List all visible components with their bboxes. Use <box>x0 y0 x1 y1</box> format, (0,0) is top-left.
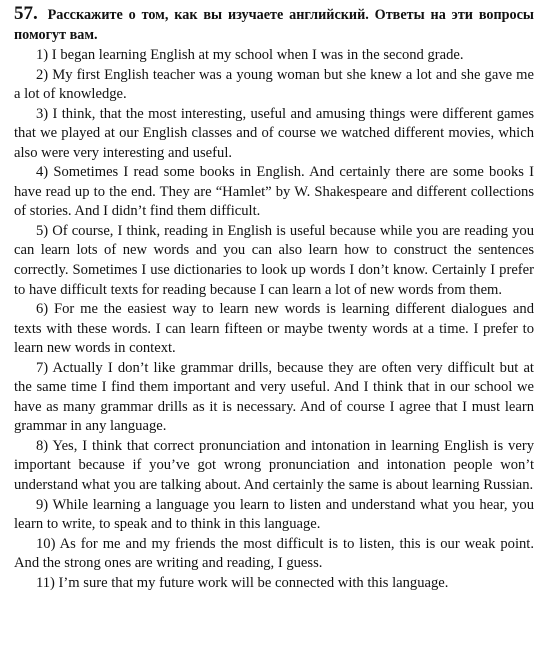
answer-paragraph: 3) I think, that the most interesting, useful and amusing things were different games that we played at our English classes and of course we watched different movies, which also were very interesting and useful. <box>14 105 534 161</box>
answer-paragraph: 9) While learning a language you learn to listen and understand what you hear, you learn to write, to speak and to think in this language. <box>14 496 534 533</box>
answer-paragraph: 5) Of course, I think, reading in English is useful because while you are reading you can learn lots of new words and you can also learn how to construct the sentences correctly. Sometimes I use dictionaries to look up words I don’t know. Certainly I prefer to have difficult texts for reading because I can learn a lot of new words from them. <box>14 222 534 298</box>
answer-paragraph: 2) My first English teacher was a young woman but she knew a lot and she gave me a lot of knowledge. <box>14 66 534 103</box>
answer-paragraph: 6) For me the easiest way to learn new words is learning different dialogues and texts with these words. I can learn fifteen or maybe twenty words at a time. I prefer to learn new words in context. <box>14 301 534 357</box>
answer-paragraph: 4) Sometimes I read some books in English. And certainly there are some books I have read up to the end. They are “Hamlet” by W. Shakespeare and different collections of stories. And I didn’t find them difficult. <box>14 164 534 220</box>
answer-paragraph: 7) Actually I don’t like grammar drills, because they are often very difficult but at the same time I find them important and very useful. And I think that in our school we have as many grammar drills as it is necessary. And of course I agree that I must learn grammar in any language. <box>14 359 534 435</box>
answer-paragraph: 8) Yes, I think that correct pronunciation and intonation in learning English is very important because if you’ve got wrong pronunciation and intonation people won’t understand what you are talking about. And certainly the same is about learning Russian. <box>14 437 534 494</box>
answer-paragraph: 11) I’m sure that my future work will be connected with this language. <box>36 574 449 591</box>
exercise-header <box>14 4 534 45</box>
answer-paragraph: 10) As for me and my friends the most difficult is to listen, this is our weak point. And the strong ones are writing and reading, I guess. <box>14 535 534 572</box>
answer-paragraph: 1) I began learning English at my school when I was in the second grade. <box>36 47 464 63</box>
exercise-number: 57. <box>14 3 38 24</box>
exercise-instruction: Расскажите о том, как вы изучаете английский. Ответы на эти вопросы помогут вам. <box>14 7 535 43</box>
textbook-page <box>14 4 534 593</box>
